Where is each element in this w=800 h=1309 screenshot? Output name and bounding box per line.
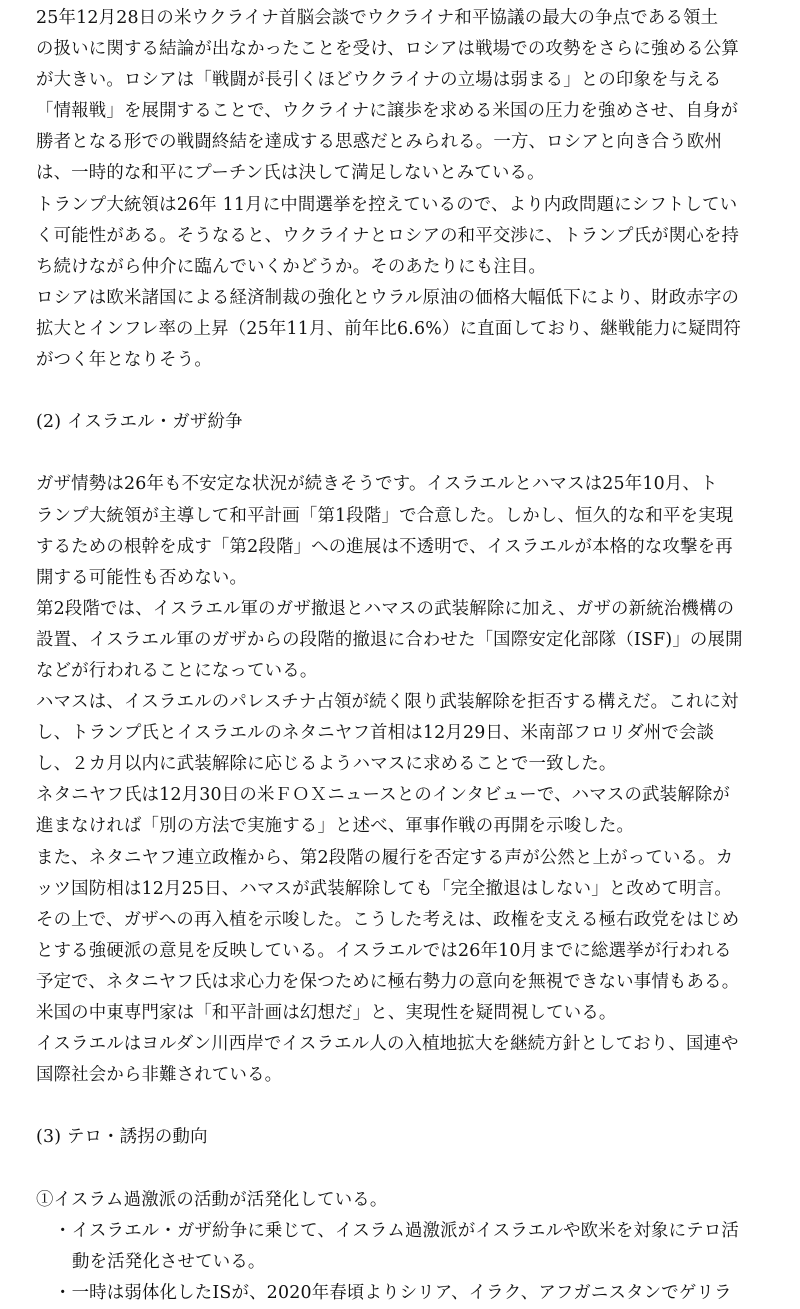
text-line: ガザ情勢は26年も不安定な状況が続きそうです。イスラエルとハマスは25年10月、ト [36,474,718,495]
text-line: ロシアは欧米諸国による経済制裁の強化とウラル原油の価格大幅低下により、財政赤字の [36,287,740,308]
bullet-list [36,1216,760,1309]
text-line: 拡大とインフレ率の上昇（25年11月、前年比6.6%）に直面しており、継戦能力に疑問符 [36,318,742,339]
blank-line [36,376,760,407]
blank-line [36,1091,760,1122]
text-line: 「情報戦」を展開することで、ウクライナに譲歩を求める米国の圧力を強めさせ、自身が [36,101,739,122]
text-line: がつく年となりそう。 [36,350,212,371]
text-line: とする強硬派の意見を反映している。イスラエルでは26年10月までに総選挙が行われる [36,940,732,961]
bullet-item: ・一時は弱体化したISが、2020年春頃よりシリア、イラク、アフガニスタンでゲリラ [54,1282,732,1303]
paragraph-israel-gaza [36,469,760,1091]
text-line: は、一時的な和平にプーチン氏は決して満足しないとみている。 [36,163,545,184]
text-line: 進まなければ「別の方法で実施する」と述べ、軍事作戦の再開を示唆した。 [36,816,635,837]
bullet-item: ・イスラエル・ガザ紛争に乗じて、イスラム過激派がイスラエルや欧米を対象にテロ活 [54,1220,739,1241]
text-line: 25年12月28日の米ウクライナ首脳会談でウクライナ和平協議の最大の争点である領土 [36,8,719,28]
text-line: 国際社会から非難されている。 [36,1065,283,1086]
text-line: ち続けながら仲介に臨んでいくかどうか。そのあたりにも注目。 [36,256,547,277]
text-line: の扱いに関する結論が出なかったことを受け、ロシアは戦場での攻勢をさらに強める公算 [36,39,739,60]
section-heading-terror-kidnapping: (3) テロ・誘拐の動向 [36,1127,208,1148]
text-line: し、２カ月以内に武装解除に応じるようハマスに求めることで一致した。 [36,754,617,775]
text-line: 予定で、ネタニヤフ氏は求心力を保つために極右勢力の意向を無視できない事情もある。 [36,971,740,992]
blank-line [36,438,760,469]
text-line: トランプ大統領は26年 11月に中間選挙を控えているので、より内政問題にシフトしてい [36,194,738,215]
blank-line [36,1153,760,1184]
point-heading-extremists: ①イスラム過激派の活動が活発化している。 [36,1189,388,1210]
text-line: その上で、ガザへの再入植を示唆した。こうした考えは、政権を支える極右政党をはじめ [36,909,740,930]
text-line: ランプ大統領が主導して和平計画「第1段階」で合意した。しかし、恒久的な和平を実現 [36,505,734,526]
section-heading-israel-gaza: (2) イスラエル・ガザ紛争 [36,412,243,433]
text-line: ッツ国防相は12月25日、ハマスが武装解除しても「完全撤退はしない」と改めて明言。 [36,878,732,899]
text-line: が大きい。ロシアは「戦闘が長引くほどウクライナの立場は弱まる」との印象を与える [36,70,722,91]
text-line: し、トランプ氏とイスラエルのネタニヤフ首相は12月29日、米南部フロリダ州で会談 [36,723,715,744]
text-line: また、ネタニヤフ連立政権から、第2段階の履行を否定する声が公然と上がっている。カ [36,847,734,868]
text-line: 米国の中東専門家は「和平計画は幻想だ」と、実現性を疑問視している。 [36,1003,617,1023]
text-line: ハマスは、イスラエルのパレスチナ占領が続く限り武装解除を拒否する構えだ。これに対 [36,692,739,713]
text-line: などが行われることになっている。 [36,660,318,681]
text-line: するための根幹を成す「第2段階」への進展は不透明で、イスラエルが本格的な攻撃を再 [36,536,733,557]
text-line: く可能性がある。そうなると、ウクライナとロシアの和平交渉に、トランプ氏が関心を持 [36,225,740,246]
text-line: 勝者となる形での戦闘終結を達成する思惑だとみられる。一方、ロシアと向き合う欧州 [36,132,723,153]
text-line: ネタニヤフ氏は12月30日の米ＦＯＸニュースとのインタビューで、ハマスの武装解除が [36,785,731,806]
text-line: 開する可能性も否めない。 [36,567,248,588]
text-line: 設置、イスラエル軍のガザからの段階的撤退に合わせた「国際安定化部隊（ISF)」の展開 [36,629,743,650]
text-line: 第2段階では、イスラエル軍のガザ撤退とハマスの武装解除に加え、ガザの新統治機構の [36,598,735,619]
bullet-item-continuation: 動を活発化させている。 [72,1251,266,1272]
paragraph-ukraine-russia [36,3,760,376]
text-line: イスラエルはヨルダン川西岸でイスラエル人の入植地拡大を継続方針としており、国連や [36,1034,739,1055]
